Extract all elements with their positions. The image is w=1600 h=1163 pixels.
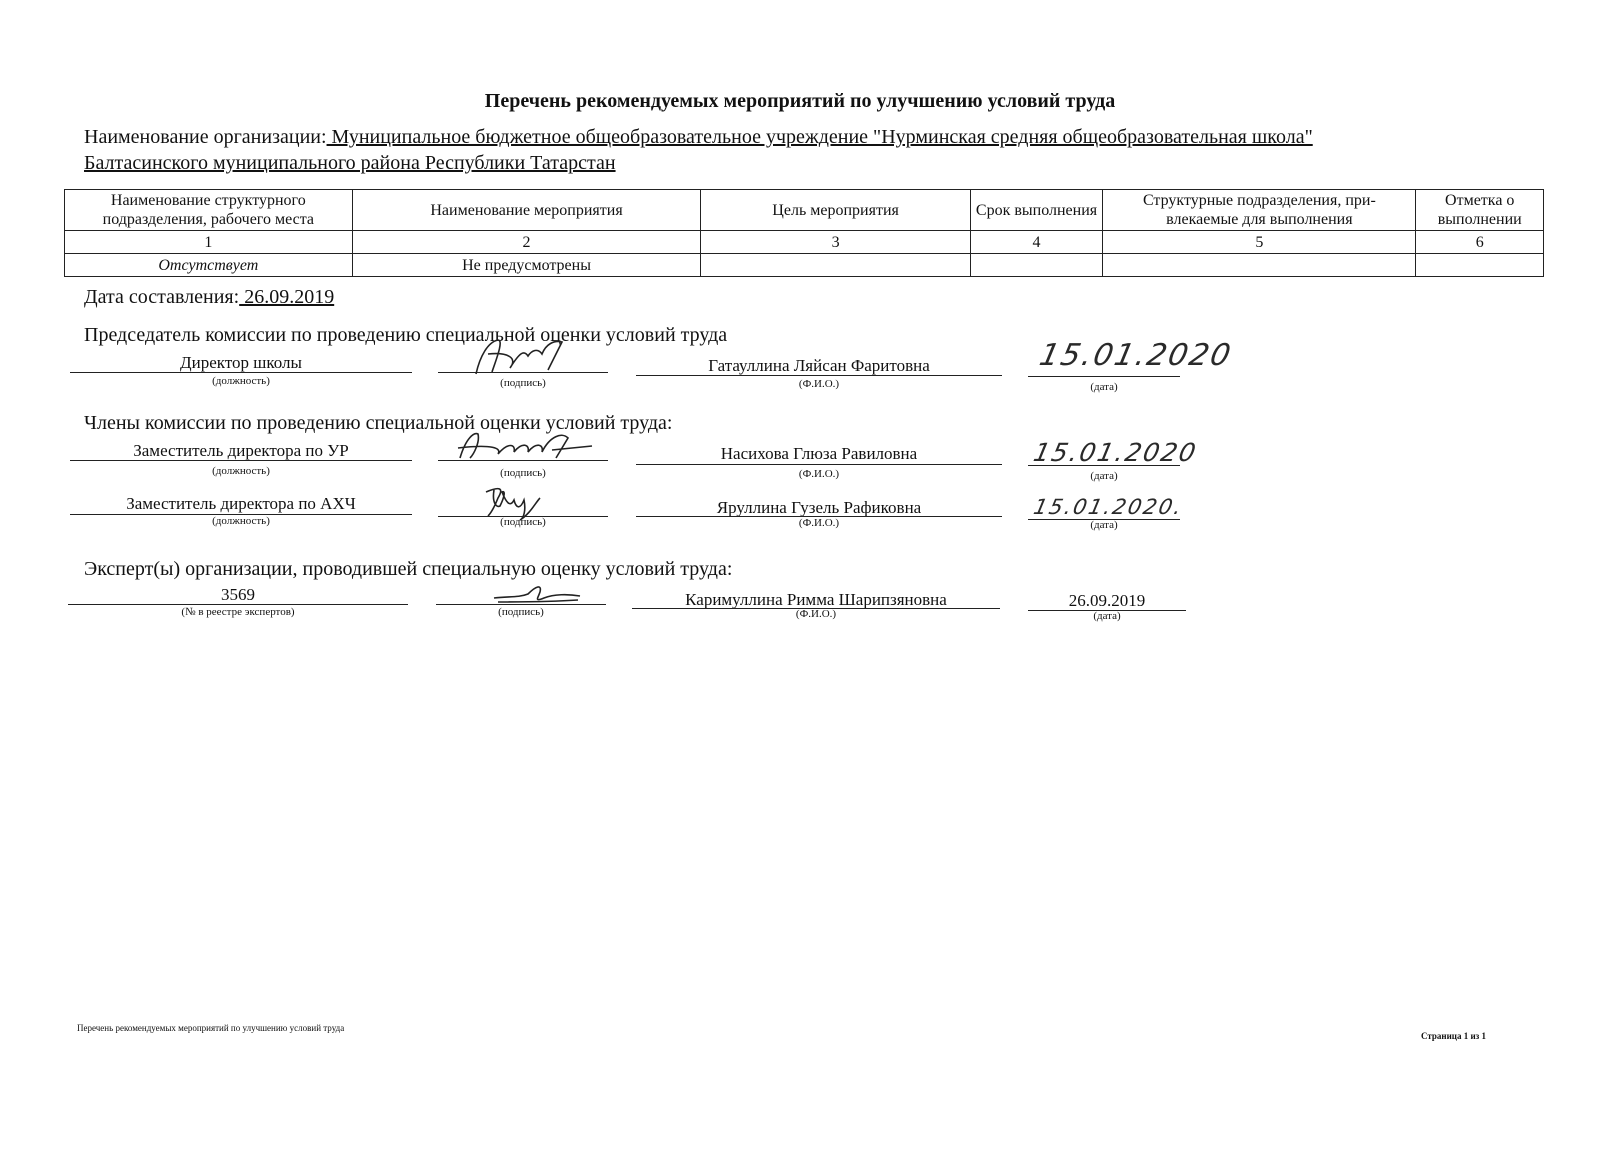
header-cell: Срок выполнения [970, 190, 1103, 231]
signature-line [438, 372, 608, 373]
signature-caption: (подпись) [498, 606, 544, 618]
member-position: Заместитель директора по УР [133, 441, 349, 460]
measures-table [64, 189, 1544, 277]
number-cell: 6 [1416, 231, 1544, 254]
expert-name: Каримуллина Римма Шарипзяновна [685, 590, 947, 609]
position-line [70, 372, 412, 373]
table-row [65, 254, 1544, 277]
expert-date: 26.09.2019 [1068, 591, 1146, 610]
table-cell: Не предусмотрены [352, 254, 701, 277]
header-cell: Структурные подразделения, при-влекаемые для выполнения [1103, 190, 1416, 231]
position-caption: (должность) [212, 515, 270, 527]
position-caption: (должность) [212, 465, 270, 477]
table-cell [1103, 254, 1416, 277]
member-date: 15.01.2020. [1031, 495, 1186, 519]
fio-line [636, 464, 1002, 465]
number-cell: 1 [65, 231, 353, 254]
header-cell: Наименование структурного подразделения, рабочего места [65, 190, 353, 231]
position-line [70, 460, 412, 461]
date-caption: (дата) [1090, 381, 1118, 393]
date-line [1028, 376, 1180, 377]
chairman-signature [458, 336, 588, 380]
member-name: Яруллина Гузель Рафиковна [716, 498, 922, 517]
org-name-line1: Муниципальное бюджетное общеобразовательное учреждение "Нурминская средняя общеобразовательная школа" [326, 126, 1313, 148]
table-number-row [65, 231, 1544, 254]
page-number: Страница 1 из 1 [1421, 1031, 1487, 1041]
document-title: Перечень рекомендуемых мероприятий по улучшению условий труда [484, 90, 1116, 112]
number-cell: 4 [970, 231, 1103, 254]
number-cell: 2 [352, 231, 701, 254]
table-cell [970, 254, 1103, 277]
signature-line [438, 460, 608, 461]
signature-caption: (подпись) [500, 516, 546, 528]
signature-caption: (подпись) [500, 467, 546, 479]
date-caption: (дата) [1090, 470, 1118, 482]
header-cell: Наименование мероприятия [352, 190, 701, 231]
fio-caption: (Ф.И.О.) [798, 468, 840, 480]
fio-line [636, 375, 1002, 376]
fio-caption: (Ф.И.О.) [795, 608, 837, 620]
position-caption: (должность) [212, 375, 270, 387]
date-value: 26.09.2019 [239, 286, 335, 308]
date-caption: (дата) [1093, 610, 1121, 622]
org-name-line2: Балтасинского муниципального района Республики Татарстан [84, 152, 616, 174]
organization-block [84, 124, 1544, 176]
member-name: Насихова Глюза Равиловна [720, 444, 918, 463]
fio-caption: (Ф.И.О.) [798, 378, 840, 390]
chairman-heading: Председатель комиссии по проведению специальной оценки условий труда [84, 324, 728, 346]
header-cell: Цель мероприятия [701, 190, 970, 231]
signature-caption: (подпись) [500, 377, 546, 389]
fio-caption: (Ф.И.О.) [798, 517, 840, 529]
header-cell: Отметка о выполнении [1416, 190, 1544, 231]
number-cell: 5 [1103, 231, 1416, 254]
number-cell: 3 [701, 231, 970, 254]
expert-heading: Эксперт(ы) организации, проводившей специальную оценку условий труда: [84, 558, 733, 580]
chairman-position: Директор школы [180, 353, 302, 372]
footer-title: Перечень рекомендуемых мероприятий по улучшению условий труда [77, 1023, 345, 1033]
date-caption: (дата) [1090, 519, 1118, 531]
signature-line [436, 604, 606, 605]
compilation-date [84, 286, 334, 309]
org-label: Наименование организации: [84, 126, 327, 148]
member-signature [452, 428, 602, 464]
table-cell [701, 254, 970, 277]
member-date: 15.01.2020 [1030, 438, 1201, 467]
table-cell [1416, 254, 1544, 277]
registry-caption: (№ в реестре экспертов) [181, 606, 295, 618]
date-line [1028, 465, 1180, 466]
chairman-date: 15.01.2020 [1036, 338, 1236, 373]
table-cell: Отсутствует [65, 254, 353, 277]
registry-line [68, 604, 408, 605]
members-heading: Члены комиссии по проведению специальной оценки условий труда: [84, 412, 673, 434]
expert-registry-number: 3569 [221, 585, 255, 604]
member-position: Заместитель директора по АХЧ [126, 494, 356, 513]
chairman-name: Гатауллина Ляйсан Фаритовна [708, 356, 930, 375]
date-label: Дата составления: [84, 286, 240, 308]
table-header-row [65, 190, 1544, 231]
